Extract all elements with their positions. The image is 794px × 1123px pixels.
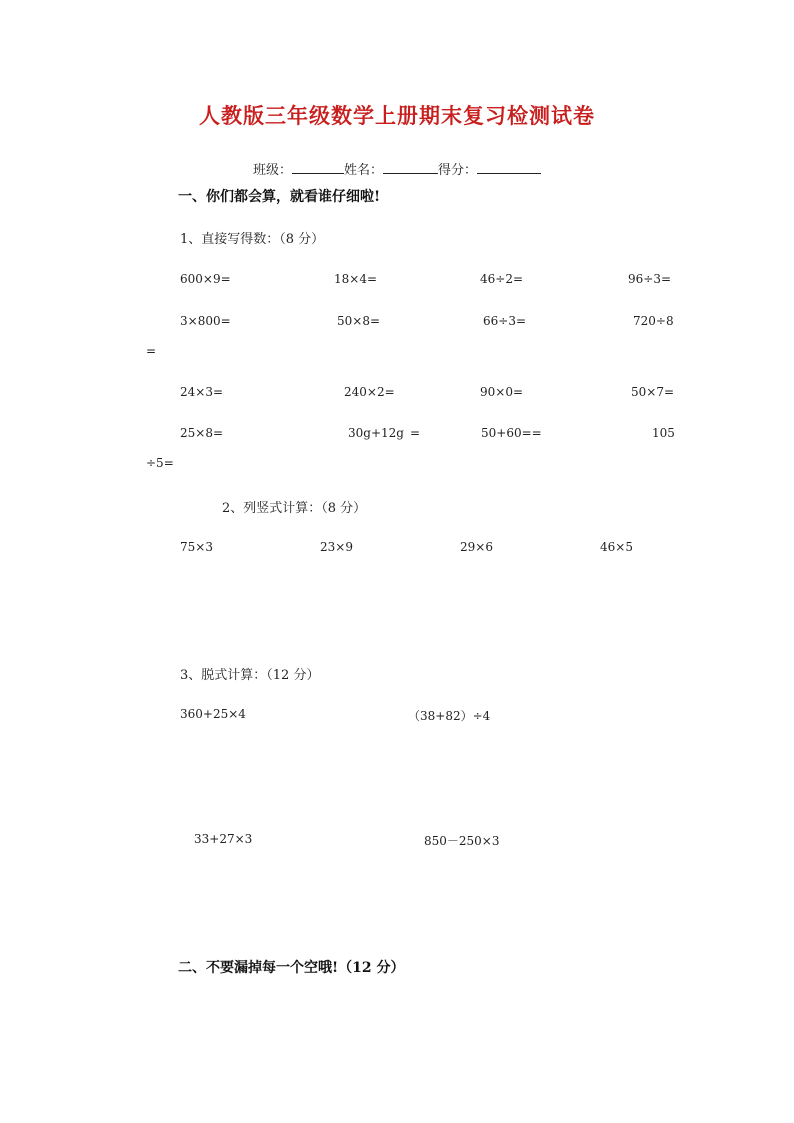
problem-cell: 50×7= [631,385,675,399]
score-blank[interactable] [477,161,541,174]
section-2-heading: 二、不要漏掉每一个空哦!（12 分） [178,960,405,976]
problem-cell: 75×3 [180,540,213,554]
problem-cell: 46×5 [600,540,633,554]
student-info-line [0,159,794,178]
problem-cell: 50+60== [481,426,542,440]
problem-cell: 105 [652,426,675,440]
name-label: 姓名： [343,163,383,178]
question-3-label: 3、脱式计算：（12 分） [180,668,320,683]
problem-cell: 66÷3= [483,314,527,328]
problem-wrap-text: = [146,344,157,358]
problem-wrap-text: ÷5= [146,456,174,470]
name-blank[interactable] [383,161,438,174]
page-title: 人教版三年级数学上册期末复习检测试卷 [199,103,595,128]
problem-cell: 24×3= [180,385,224,399]
problem-cell: = [410,426,421,440]
problem-cell: 18×4= [334,272,378,286]
problem-cell: 29×6 [460,540,493,554]
class-blank[interactable] [292,161,344,174]
problem-cell: 96÷3= [628,272,672,286]
problem-cell: 600×9= [180,272,231,286]
problem-cell: 46÷2= [480,272,524,286]
problem-cell: 50×8= [337,314,381,328]
problem-cell: （38+82）÷4 [408,709,491,723]
section-1-heading: 一、你们都会算，就看谁仔细啦! [178,189,381,205]
problem-cell: 23×9 [320,540,353,554]
question-1-label: 1、直接写得数：（8 分） [180,232,325,247]
problem-cell: 25×8= [180,426,224,440]
problem-cell: 30g+12g [348,426,404,440]
problem-cell: 850－250×3 [424,834,500,848]
problem-cell: 360+25×4 [180,707,246,721]
problem-cell: 33+27×3 [194,832,253,846]
question-2-label: 2、列竖式计算：（8 分） [222,501,367,516]
problem-cell: 90×0= [480,385,524,399]
problem-cell: 720÷8 [633,314,674,328]
problem-cell: 3×800= [180,314,231,328]
problem-cell: 240×2= [344,385,395,399]
score-label: 得分： [438,163,478,178]
class-label: 班级： [252,163,292,178]
